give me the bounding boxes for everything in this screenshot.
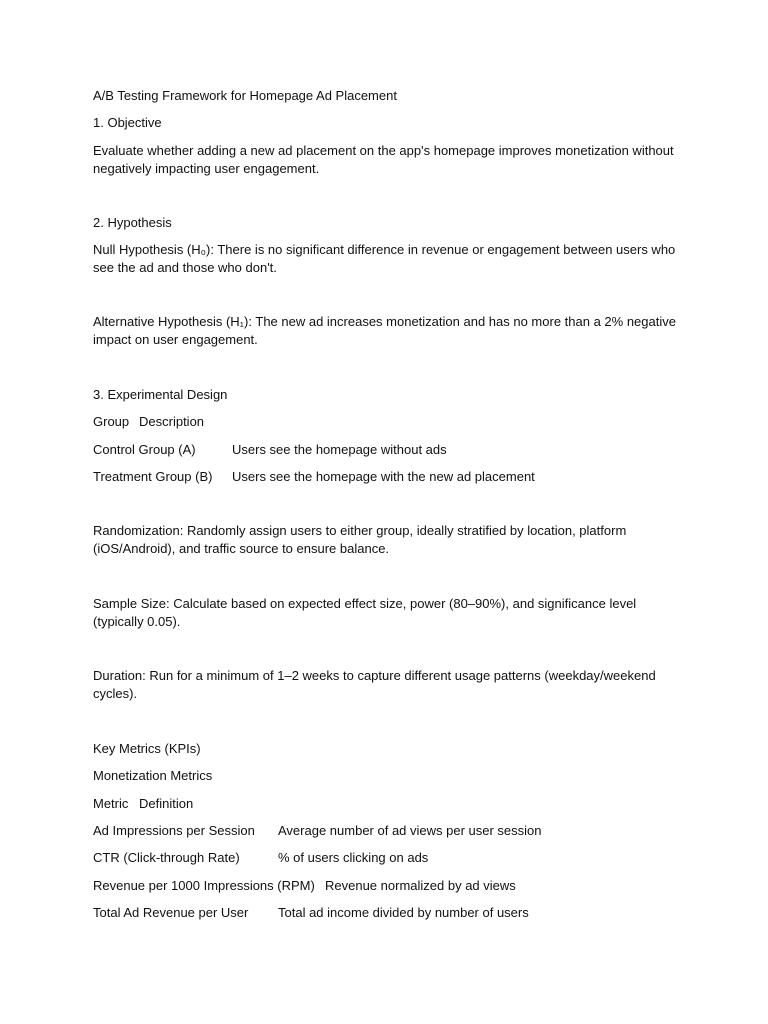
metric-definition: % of users clicking on ads: [278, 850, 429, 865]
design-header-description: Description: [139, 414, 205, 429]
metric-name: Revenue per 1000 Impressions (RPM): [93, 878, 315, 893]
objective-paragraph: Evaluate whether adding a new ad placement on the app's homepage improves monetization without negatively impacting user engagement.: [93, 143, 674, 176]
design-row-group: Control Group (A): [93, 442, 196, 457]
design-row-description: Users see the homepage without ads: [232, 442, 447, 457]
metric-name: Ad Impressions per Session: [93, 823, 255, 838]
design-header-group: Group: [93, 414, 130, 429]
design-row-group: Treatment Group (B): [93, 469, 213, 484]
section-2-heading: 2. Hypothesis: [93, 215, 172, 230]
randomization-paragraph: Randomization: Randomly assign users to either group, ideally stratified by location, platform (iOS/Android), and traffic source to ensure balance.: [93, 523, 627, 556]
duration-paragraph: Duration: Run for a minimum of 1–2 weeks to capture different usage patterns (weekday/weekend cycles).: [93, 668, 656, 701]
metric-definition: Revenue normalized by ad views: [325, 878, 516, 893]
metrics-header-definition: Definition: [139, 796, 194, 811]
metric-definition: Total ad income divided by number of users: [278, 905, 529, 920]
document-title: A/B Testing Framework for Homepage Ad Placement: [93, 88, 397, 103]
design-row-description: Users see the homepage with the new ad placement: [232, 469, 535, 484]
metrics-header-metric: Metric: [93, 796, 129, 811]
sample-size-paragraph: Sample Size: Calculate based on expected effect size, power (80–90%), and significance level (typically 0.05).: [93, 596, 637, 629]
metric-definition: Average number of ad views per user session: [278, 823, 542, 838]
kpi-heading: Key Metrics (KPIs): [93, 741, 201, 756]
metric-name: CTR (Click-through Rate): [93, 850, 240, 865]
section-1-heading: 1. Objective: [93, 115, 162, 130]
null-hypothesis-paragraph: Null Hypothesis (H₀): There is no significant difference in revenue or engagement between users who see the ad and those who don't.: [93, 242, 676, 275]
section-3-heading: 3. Experimental Design: [93, 387, 228, 402]
metric-name: Total Ad Revenue per User: [93, 905, 249, 920]
alternative-hypothesis-paragraph: Alternative Hypothesis (H₁): The new ad increases monetization and has no more than a 2% negative impact on user engagement.: [93, 314, 676, 347]
monetization-heading: Monetization Metrics: [93, 768, 213, 783]
